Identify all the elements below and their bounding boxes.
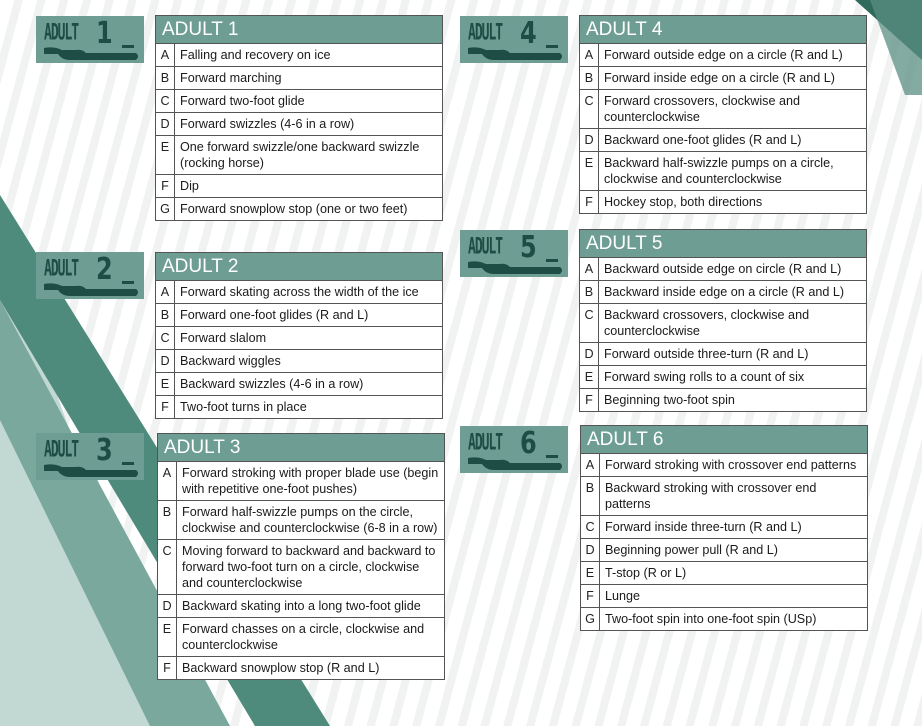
item-text: Backward snowplow stop (R and L) xyxy=(177,657,445,680)
badge-word: ADULT xyxy=(44,21,79,47)
item-letter: A xyxy=(158,462,177,501)
item-text: Forward crossovers, clockwise and counterclockwise xyxy=(599,90,867,129)
table-row xyxy=(158,462,445,501)
item-letter: E xyxy=(156,373,175,396)
item-letter: C xyxy=(580,90,599,129)
item-letter: B xyxy=(156,304,175,327)
item-letter: C xyxy=(581,516,600,539)
table-row xyxy=(581,516,868,539)
item-letter: E xyxy=(156,136,175,175)
table-row xyxy=(158,657,445,680)
table-row xyxy=(580,258,867,281)
badge-word: ADULT xyxy=(468,21,503,47)
level-badge-4 xyxy=(460,16,568,63)
table-row xyxy=(580,44,867,67)
level-badge-2 xyxy=(36,252,144,299)
item-letter: G xyxy=(581,608,600,631)
item-text: Dip xyxy=(175,175,443,198)
item-letter: C xyxy=(156,327,175,350)
badge-word: ADULT xyxy=(44,257,79,283)
item-text: Falling and recovery on ice xyxy=(175,44,443,67)
item-text: Two-foot spin into one-foot spin (USp) xyxy=(600,608,868,631)
item-text: Forward inside edge on a circle (R and L) xyxy=(599,67,867,90)
item-text: Forward inside three-turn (R and L) xyxy=(600,516,868,539)
table-row xyxy=(580,304,867,343)
table-row xyxy=(156,327,443,350)
item-letter: D xyxy=(580,343,599,366)
item-text: Beginning power pull (R and L) xyxy=(600,539,868,562)
level-badge-6 xyxy=(460,426,568,473)
item-letter: G xyxy=(156,198,175,221)
badge-number: 3 xyxy=(96,433,113,468)
item-text: Forward snowplow stop (one or two feet) xyxy=(175,198,443,221)
item-text: Forward marching xyxy=(175,67,443,90)
item-letter: C xyxy=(156,90,175,113)
item-text: Forward chasses on a circle, clockwise and counterclockwise xyxy=(177,618,445,657)
table-row xyxy=(580,67,867,90)
level-title: ADULT 3 xyxy=(158,434,445,462)
table-row xyxy=(580,343,867,366)
table-row xyxy=(580,281,867,304)
table-row xyxy=(158,540,445,595)
badge-word: ADULT xyxy=(468,431,503,457)
table-row xyxy=(156,44,443,67)
level-table-adult-1 xyxy=(155,15,443,221)
table-row xyxy=(156,90,443,113)
badge-number: 1 xyxy=(96,16,113,51)
level-table-adult-6 xyxy=(580,425,868,631)
level-title: ADULT 6 xyxy=(581,426,868,454)
level-table-adult-3 xyxy=(157,433,445,680)
item-letter: D xyxy=(158,595,177,618)
table-row xyxy=(158,501,445,540)
item-letter: B xyxy=(580,281,599,304)
badge-number: 4 xyxy=(520,16,537,51)
item-letter: F xyxy=(581,585,600,608)
item-letter: D xyxy=(581,539,600,562)
item-text: Backward one-foot glides (R and L) xyxy=(599,129,867,152)
table-row xyxy=(580,152,867,191)
item-text: Forward skating across the width of the ice xyxy=(175,281,443,304)
item-letter: F xyxy=(156,175,175,198)
badge-word: ADULT xyxy=(468,235,503,261)
table-row xyxy=(580,90,867,129)
badge-number: 6 xyxy=(520,426,537,461)
table-row xyxy=(156,136,443,175)
item-text: Beginning two-foot spin xyxy=(599,389,867,412)
item-text: Backward skating into a long two-foot glide xyxy=(177,595,445,618)
item-letter: C xyxy=(580,304,599,343)
item-letter: F xyxy=(580,389,599,412)
item-letter: B xyxy=(581,477,600,516)
table-row xyxy=(156,396,443,419)
table-row xyxy=(156,350,443,373)
table-row xyxy=(580,129,867,152)
item-text: Backward outside edge on circle (R and L) xyxy=(599,258,867,281)
item-text: Backward crossovers, clockwise and counterclockwise xyxy=(599,304,867,343)
item-text: One forward swizzle/one backward swizzle (rocking horse) xyxy=(175,136,443,175)
item-text: Backward stroking with crossover end patterns xyxy=(600,477,868,516)
level-title: ADULT 5 xyxy=(580,230,867,258)
level-title: ADULT 2 xyxy=(156,253,443,281)
item-text: Forward stroking with proper blade use (begin with repetitive one-foot pushes) xyxy=(177,462,445,501)
table-row xyxy=(156,281,443,304)
item-letter: E xyxy=(580,366,599,389)
item-letter: E xyxy=(158,618,177,657)
item-text: Forward stroking with crossover end patterns xyxy=(600,454,868,477)
table-row xyxy=(156,67,443,90)
table-row xyxy=(581,608,868,631)
table-row xyxy=(156,304,443,327)
item-letter: B xyxy=(158,501,177,540)
level-badge-1 xyxy=(36,16,144,63)
table-row xyxy=(156,373,443,396)
item-letter: C xyxy=(158,540,177,595)
item-text: Forward outside three-turn (R and L) xyxy=(599,343,867,366)
table-row xyxy=(581,477,868,516)
item-text: Backward inside edge on a circle (R and L) xyxy=(599,281,867,304)
table-row xyxy=(581,539,868,562)
item-letter: A xyxy=(581,454,600,477)
item-text: Forward swing rolls to a count of six xyxy=(599,366,867,389)
table-row xyxy=(581,562,868,585)
table-row xyxy=(580,191,867,214)
badge-number: 2 xyxy=(96,252,113,287)
table-row xyxy=(156,198,443,221)
item-letter: B xyxy=(580,67,599,90)
table-row xyxy=(158,595,445,618)
level-table-adult-5 xyxy=(579,229,867,412)
item-text: Two-foot turns in place xyxy=(175,396,443,419)
table-row xyxy=(156,175,443,198)
item-letter: E xyxy=(581,562,600,585)
item-letter: A xyxy=(580,258,599,281)
item-text: T-stop (R or L) xyxy=(600,562,868,585)
item-text: Lunge xyxy=(600,585,868,608)
item-letter: F xyxy=(580,191,599,214)
level-title: ADULT 4 xyxy=(580,16,867,44)
item-letter: D xyxy=(580,129,599,152)
badge-word: ADULT xyxy=(44,438,79,464)
item-text: Forward swizzles (4-6 in a row) xyxy=(175,113,443,136)
level-table-adult-4 xyxy=(579,15,867,214)
item-text: Forward outside edge on a circle (R and L) xyxy=(599,44,867,67)
item-letter: F xyxy=(158,657,177,680)
table-row xyxy=(580,366,867,389)
item-letter: A xyxy=(156,281,175,304)
item-text: Backward swizzles (4-6 in a row) xyxy=(175,373,443,396)
table-row xyxy=(581,585,868,608)
item-letter: D xyxy=(156,350,175,373)
item-text: Forward slalom xyxy=(175,327,443,350)
item-text: Forward one-foot glides (R and L) xyxy=(175,304,443,327)
item-letter: A xyxy=(580,44,599,67)
level-badge-3 xyxy=(36,433,144,480)
table-row xyxy=(580,389,867,412)
item-text: Forward two-foot glide xyxy=(175,90,443,113)
level-title: ADULT 1 xyxy=(156,16,443,44)
level-table-adult-2 xyxy=(155,252,443,419)
item-letter: B xyxy=(156,67,175,90)
item-text: Moving forward to backward and backward to forward two-foot turn on a circle, clockwise and counterclockwise xyxy=(177,540,445,595)
item-letter: A xyxy=(156,44,175,67)
table-row xyxy=(581,454,868,477)
item-letter: F xyxy=(156,396,175,419)
level-badge-5 xyxy=(460,230,568,277)
table-row xyxy=(158,618,445,657)
item-letter: E xyxy=(580,152,599,191)
item-text: Forward half-swizzle pumps on the circle, clockwise and counterclockwise (6-8 in a row) xyxy=(177,501,445,540)
item-text: Backward half-swizzle pumps on a circle, clockwise and counterclockwise xyxy=(599,152,867,191)
item-text: Hockey stop, both directions xyxy=(599,191,867,214)
badge-number: 5 xyxy=(520,230,537,265)
item-letter: D xyxy=(156,113,175,136)
item-text: Backward wiggles xyxy=(175,350,443,373)
table-row xyxy=(156,113,443,136)
